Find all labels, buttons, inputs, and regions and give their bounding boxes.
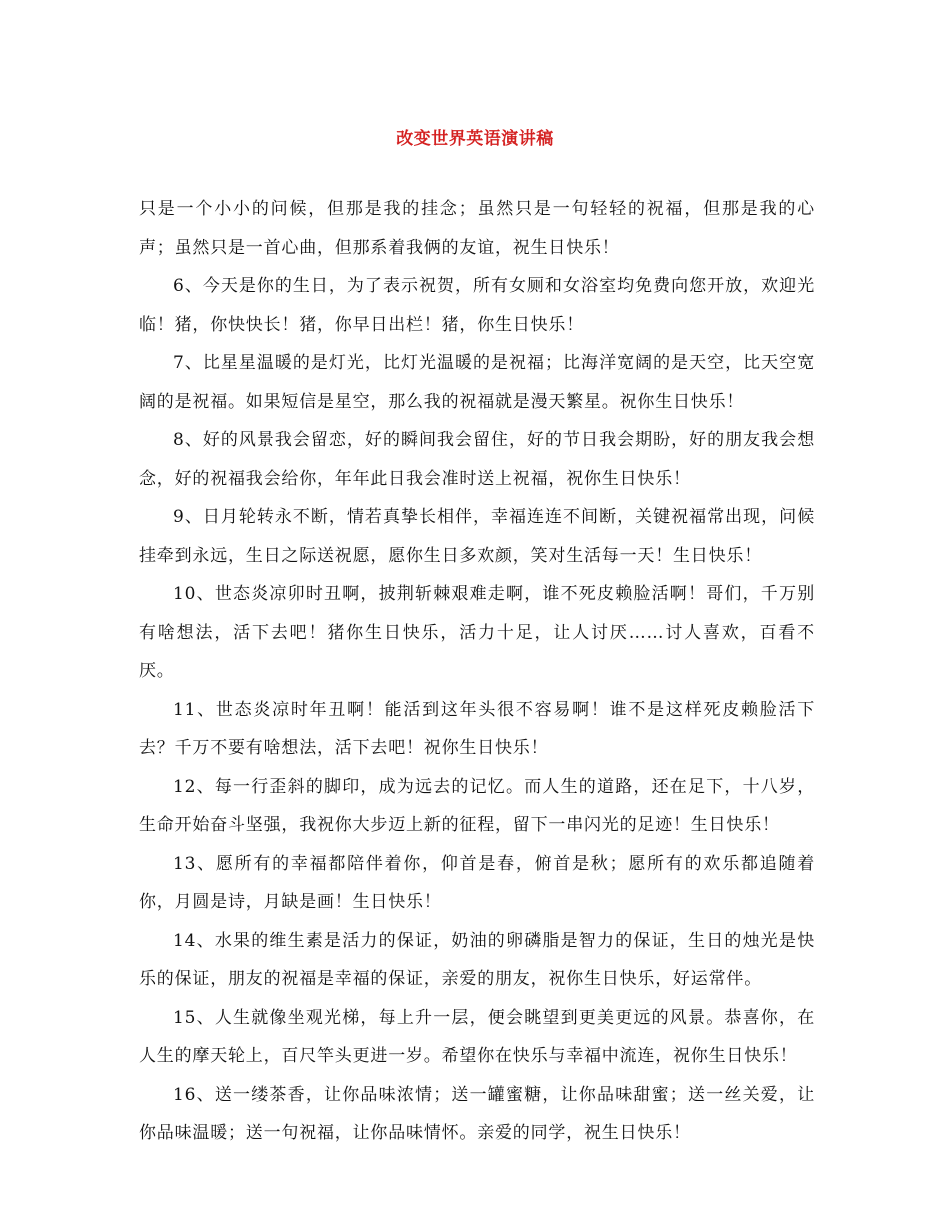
paragraph: 12、每一行歪斜的脚印，成为远去的记忆。而人生的道路，还在足下，十八岁，生命开始奋斗坚强，我祝你大步迈上新的征程，留下一串闪光的足迹！生日快乐！ (139, 776, 815, 835)
paragraph: 14、水果的维生素是活力的保证，奶油的卵磷脂是智力的保证，生日的烛光是快乐的保证，朋友的祝福是幸福的保证，亲爱的朋友，祝你生日快乐，好运常伴。 (139, 930, 815, 989)
paragraph: 10、世态炎凉卯时丑啊，披荆斩棘艰难走啊，谁不死皮赖脸活啊！哥们，千万别有啥想法，活下去吧！猪你生日快乐，活力十足，让人讨厌……讨人喜欢，百看不厌。 (139, 584, 815, 681)
paragraph: 11、世态炎凉时年丑啊！能活到这年头很不容易啊！谁不是这样死皮赖脸活下去？千万不要有啥想法，活下去吧！祝你生日快乐！ (139, 699, 815, 758)
paragraph: 16、送一缕茶香，让你品味浓情；送一罐蜜糖，让你品味甜蜜；送一丝关爱，让你品味温暖；送一句祝福，让你品味情怀。亲爱的同学，祝生日快乐！ (139, 1084, 815, 1143)
paragraph: 9、日月轮转永不断，情若真挚长相伴，幸福连连不间断，关键祝福常出现，问候挂牵到永远，生日之际送祝愿，愿你生日多欢颜，笑对生活每一天！生日快乐！ (139, 507, 815, 566)
document-title: 改变世界英语演讲稿 (396, 129, 554, 149)
paragraph: 13、愿所有的幸福都陪伴着你，仰首是春，俯首是秋；愿所有的欢乐都追随着你，月圆是诗，月缺是画！生日快乐！ (139, 853, 815, 912)
paragraph: 6、今天是你的生日，为了表示祝贺，所有女厕和女浴室均免费向您开放，欢迎光临！猪，你快快长！猪，你早日出栏！猪，你生日快乐！ (139, 276, 815, 335)
paragraph: 8、好的风景我会留恋，好的瞬间我会留住，好的节日我会期盼，好的朋友我会想念，好的祝福我会给你，年年此日我会准时送上祝福，祝你生日快乐！ (139, 430, 815, 489)
paragraph: 15、人生就像坐观光梯，每上升一层，便会眺望到更美更远的风景。恭喜你，在人生的摩天轮上，百尺竿头更进一岁。希望你在快乐与幸福中流连，祝你生日快乐！ (139, 1007, 815, 1066)
paragraph: 只是一个小小的问候，但那是我的挂念；虽然只是一句轻轻的祝福，但那是我的心声；虽然只是一首心曲，但那系着我俩的友谊，祝生日快乐！ (139, 199, 815, 258)
document-body (139, 190, 815, 1153)
paragraph: 7、比星星温暖的是灯光，比灯光温暖的是祝福；比海洋宽阔的是天空，比天空宽阔的是祝福。如果短信是星空，那么我的祝福就是漫天繁星。祝你生日快乐！ (139, 353, 815, 412)
